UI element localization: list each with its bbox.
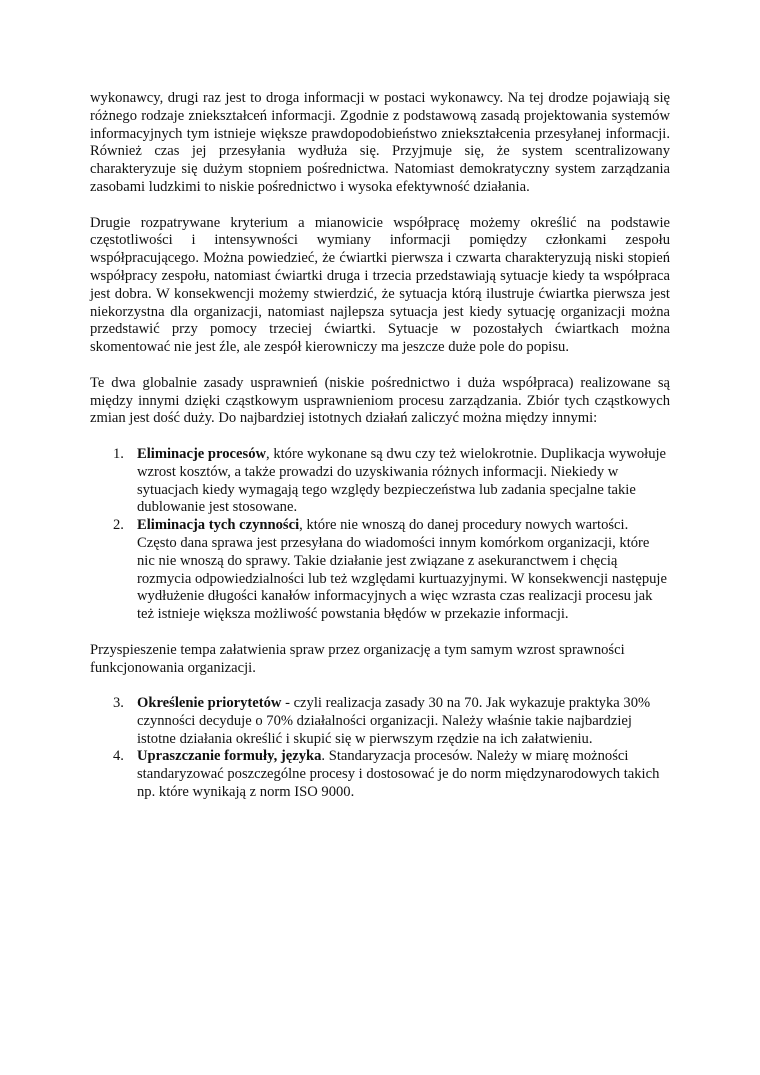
list-item-number: 1.	[113, 445, 124, 462]
list-item	[90, 748, 670, 801]
list-item-text: - czyli realizacja zasady 30 na 70. Jak wykazuje praktyka 30% czynności decyduje o 70% działalności organizacji. Należy właśnie takie najbardziej istotne działania określić i skupić się w pierwszym rzędzie na ich załatwieniu.	[137, 695, 651, 747]
list-item-number: 4.	[113, 748, 124, 765]
list-item-text: , które nie wnoszą do danej procedury nowych wartości. Często dana sprawa jest przesyłana do wiadomości innym komórkom organizacji, które nic nie wnoszą do sprawy. Takie działanie jest związane z asekuranctwem i chęcią rozmycia odpowiedzialności lub też względami kurtuazyjnymi. W konsekwencji następuje wydłużenie długości kanałów informacyjnych a więc wzrasta czas realizacji procesu jak też istnieje większa możliwość powstania błędów w przekazie informacji.	[137, 517, 667, 623]
paragraph-acceleration: Przyspieszenie tempa załatwienia spraw przez organizację a tym samym wzrost sprawności funkcjonowania organizacji.	[90, 641, 625, 676]
list-item	[90, 446, 670, 517]
list-item-number: 2.	[113, 517, 124, 534]
numbered-list-second	[90, 695, 670, 802]
list-item-heading: Eliminacje procesów	[137, 445, 267, 462]
list-item	[90, 695, 670, 748]
paragraph-information-distortion: wykonawcy, drugi raz jest to droga informacji w postaci wykonawcy. Na tej drodze pojawiają się różnego rodzaje zniekształceń informacji. Zgodnie z podstawową zasadą projektowania systemów informacyjnych tym istnieje większe prawdopodobieństwo zniekształcenia przesyłanej informacji. Również czas jej przesyłania wydłuża się. Przyjmuje się, że system scentralizowany charakteryzuje się dużym stopniem pośrednictwa. Natomiast demokratyczny system zarządzania zasobami ludzkimi to niskie pośrednictwo i wysoka efektywność działania.	[90, 90, 670, 195]
list-item-number: 3.	[113, 695, 124, 712]
paragraph-cooperation-criterion: Drugie rozpatrywane kryterium a mianowicie współpracę możemy określić na podstawie częstotliwości i intensywności wymiany informacji pomiędzy członkami zespołu współpracującego. Można powiedzieć, że ćwiartki pierwsza i czwarta charakteryzują niski stopień współpracy zespołu, natomiast ćwiartki druga i trzecia przedstawiają sytuacje kiedy ta współpraca jest dobra. W konsekwencji możemy stwierdzić, że sytuacja którą ilustruje ćwiartka pierwsza jest niekorzystna dla organizacji, natomiast najlepsza sytuacja jest kiedy sytuację organizacji można przedstawić przy pomocy trzeciej ćwiartki. Sytuacje w pozostałych ćwiartkach można skomentować nie jest źle, ale zespół kierowniczy ma jeszcze duże pole do popisu.	[90, 214, 670, 356]
list-item-text: , które wykonane są dwu czy też wielokrotnie. Duplikacja wywołuje wzrost kosztów, a także prowadzi do uzyskiwania różnych informacji. Niekiedy w sytuacjach kiedy wymagają tego względy bezpieczeństwa lub zadania specjalne takie dublowanie jest stosowane.	[137, 445, 667, 516]
document-page	[90, 90, 670, 820]
list-item	[90, 517, 670, 624]
list-item-heading: Upraszczanie formuły, języka	[137, 748, 322, 765]
list-item-text: . Standaryzacja procesów. Należy w miarę możności standaryzować poszczególne procesy i dostosować je do norm międzynarodowych takich np. które wynikają z norm ISO 9000.	[137, 748, 660, 801]
paragraph-global-improvements: Te dwa globalnie zasady usprawnień (niskie pośrednictwo i duża współpraca) realizowane są między innymi dzięki cząstkowym usprawnieniom procesu zarządzania. Zbiór tych cząstkowych zmian jest dość duży. Do najbardziej istotnych działań zaliczyć można między innymi:	[90, 374, 670, 427]
list-item-heading: Określenie priorytetów	[137, 695, 282, 712]
numbered-list-first	[90, 446, 670, 624]
list-item-heading: Eliminacja tych czynności	[137, 517, 300, 534]
